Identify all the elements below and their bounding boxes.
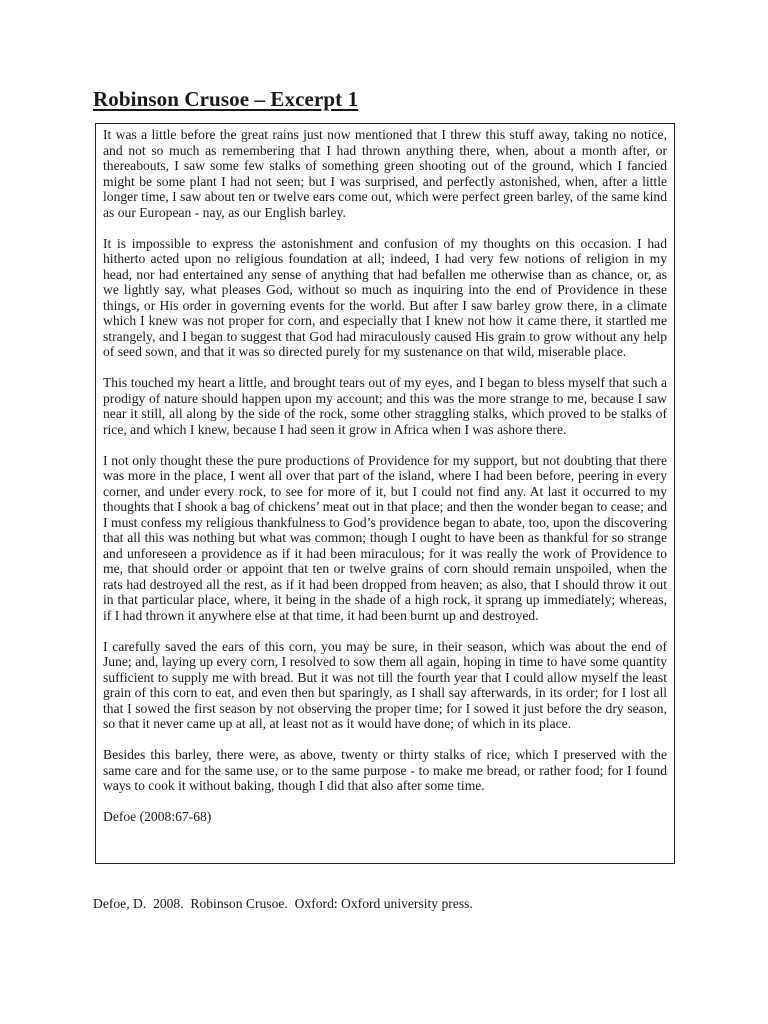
excerpt-paragraph-1: It was a little before the great rains just now mentioned that I threw this stuff away, taking no notice, and not so much as remembering that I had thrown anything there, when, about a month after, or thereabouts, I saw some few stalks of something green shooting out of the ground, which I fancied might be some plant I had not seen; but I was surprised, and perfectly astonished, when, after a little longer time, I saw about ten or twelve ears come out, which were perfect green barley, of the same kind as our European - nay, as our English barley. [103,127,667,220]
excerpt-paragraph-2: It is impossible to express the astonishment and confusion of my thoughts on this occasion. I had hitherto acted upon no religious foundation at all; indeed, I had very few notions of religion in my head, nor had entertained any sense of anything that had befallen me otherwise than as chance, or, as we lightly say, what pleases God, without so much as inquiring into the end of Providence in these things, or His order in governing events for the world. But after I saw barley grow there, in a climate which I knew was not proper for corn, and especially that I knew not how it came there, it startled me strangely, and I began to suggest that God had miraculously caused His grain to grow without any help of seed sown, and that it was so directed purely for my sustenance on that wild, miserable place. [103,235,667,359]
excerpt-citation: Defoe (2008:67-68) [103,809,212,824]
excerpt-paragraph-5: I carefully saved the ears of this corn, you may be sure, in their season, which was about the end of June; and, laying up every corn, I resolved to sow them all again, hoping in time to have some quantity sufficient to supply me with bread. But it was not till the fourth year that I could allow myself the least grain of this corn to eat, and even then but sparingly, as I shall say afterwards, in its order; for I lost all that I sowed the first season by not observing the proper time; for I sowed it just before the dry season, so that it never came up at all, at least not as it would have done; of which in its place. [103,638,667,731]
excerpt-box [95,123,675,864]
excerpt-paragraph-4: I not only thought these the pure productions of Providence for my support, but not doubting that there was more in the place, I went all over that part of the island, where I had been before, peering in every corner, and under every rock, to see for more of it, but I could not find any. At last it occurred to my thoughts that I shook a bag of chickens’ meat out in that place; and then the wonder began to cease; and I must confess my religious thankfulness to God’s providence began to abate, too, upon the discovering that all this was nothing but what was common; though I ought to have been as thankful for so strange and unforeseen a providence as if it had been miraculous; for it was really the work of Providence to me, that should order or appoint that ten or twelve grains of corn should remain unspoiled, when the rats had destroyed all the rest, as if it had been dropped from heaven; as also, that I should throw it out in that particular place, where, it being in the shade of a high rock, it sprang up immediately; whereas, if I had thrown it anywhere else at that time, it had been burnt up and destroyed. [103,452,667,623]
excerpt-paragraph-3: This touched my heart a little, and brought tears out of my eyes, and I began to bless myself that such a prodigy of nature should happen upon my account; and this was the more strange to me, because I saw near it still, all along by the side of the rock, some other straggling stalks, which proved to be stalks of rice, and which I knew, because I had seen it grow in Africa when I was ashore there. [103,375,667,437]
document-title: Robinson Crusoe – Excerpt 1 [93,87,359,111]
excerpt-paragraph-6: Besides this barley, there were, as above, twenty or thirty stalks of rice, which I preserved with the same care and for the same use, or to the same purpose - to make me bread, or rather food; for I found ways to cook it without baking, though I did that also after some time. [103,747,667,793]
bibliography-reference: Defoe, D. 2008. Robinson Crusoe. Oxford: Oxford university press. [93,896,473,911]
